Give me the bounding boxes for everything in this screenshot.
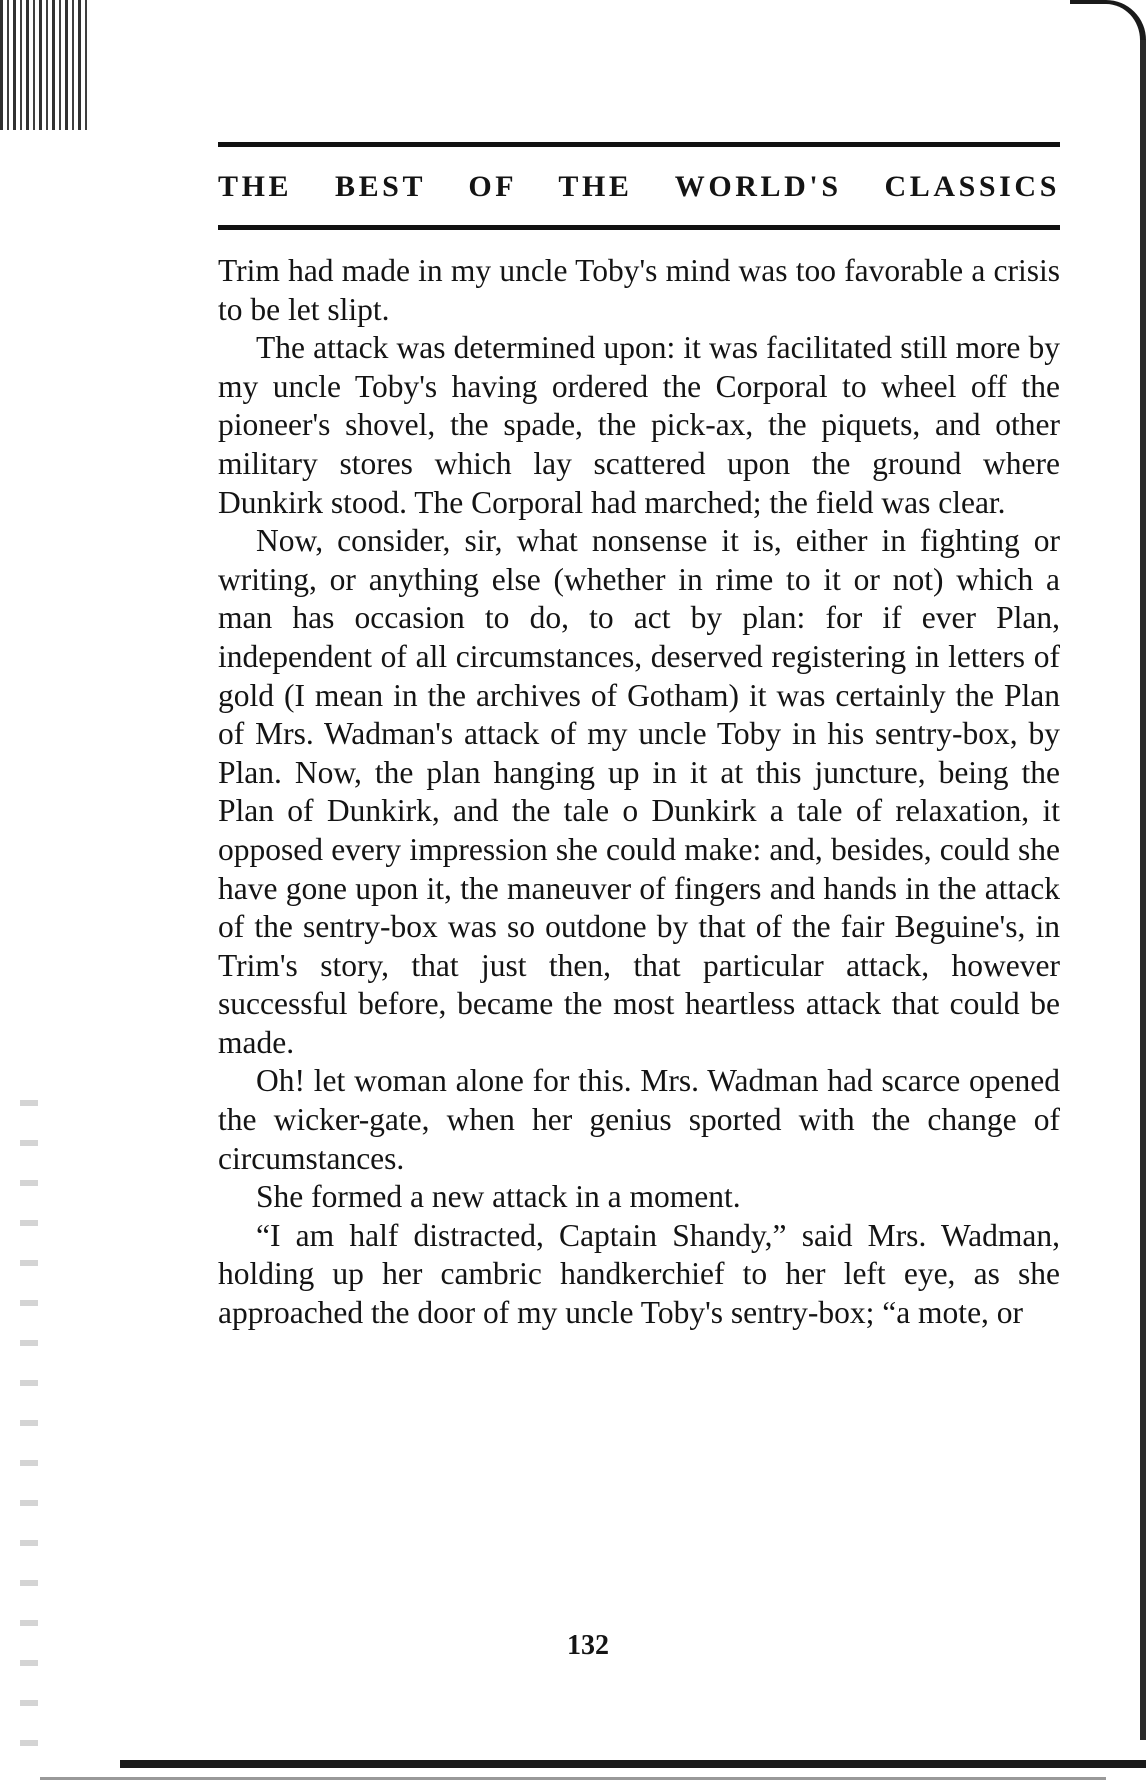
paragraph: Oh! let woman alone for this. Mrs. Wadman had scarce opened the wicker-gate, when her genius sported with the change of circumstances.: [218, 1063, 1060, 1176]
page-bottom-shadow: [40, 1777, 1106, 1780]
binding-edge-shadow: [20, 1100, 38, 1780]
page-bottom-edge: [120, 1760, 1146, 1768]
running-head: THE BEST OF THE WORLD'S CLASSICS: [218, 170, 1060, 203]
page-number: 132: [567, 1630, 609, 1661]
paragraph: She formed a new attack in a moment.: [256, 1179, 741, 1215]
binding-edge-scan-artifact: [0, 0, 88, 130]
header-rule-top: [218, 142, 1060, 147]
paragraph: Now, consider, sir, what nonsense it is, either in fighting or writing, or anything else (whether in rime to it or not) which a man has occasion to do, to act by plan: for if ever Plan, independent of all circumstances, deserved registering in letters of gold (I mean in the archives of Gotham) it was certainly the Plan of Mrs. Wadman's attack of my uncle Toby in his sentry-box, by Plan. Now, the plan hanging up in it at this juncture, being the Plan of Dunkirk, and the tale o Dunkirk a tale of relaxation, it opposed every impression she could make: and, besides, could she have gone upon it, the maneuver of fingers and hands in the attack of the sentry-box was so outdone by that of the fair Beguine's, in Trim's story, that just then, that particular attack, however successful before, became the most heartless attack that could be made.: [218, 523, 1060, 1060]
page-body: [218, 252, 1060, 1333]
paragraph-continued: Trim had made in my uncle Toby's mind was too favorable a crisis to be let slipt.: [218, 253, 1060, 327]
paragraph: The attack was determined upon: it was facilitated still more by my uncle Toby's having ordered the Corporal to wheel off the pioneer's shovel, the spade, the pick-ax, the piquets, and other military stores which lay scattered upon the ground where Dunkirk stood. The Corporal had marched; the field was clear.: [218, 330, 1060, 520]
page-right-edge: [1140, 40, 1146, 1740]
header-rule-bottom: [218, 225, 1060, 230]
paragraph: “I am half distracted, Captain Shandy,” said Mrs. Wadman, holding up her cambric handkerchief to her left eye, as she approached the door of my uncle Toby's sentry-box; “a mote, or: [218, 1217, 1060, 1331]
page-corner-scan-artifact: [1070, 0, 1146, 50]
